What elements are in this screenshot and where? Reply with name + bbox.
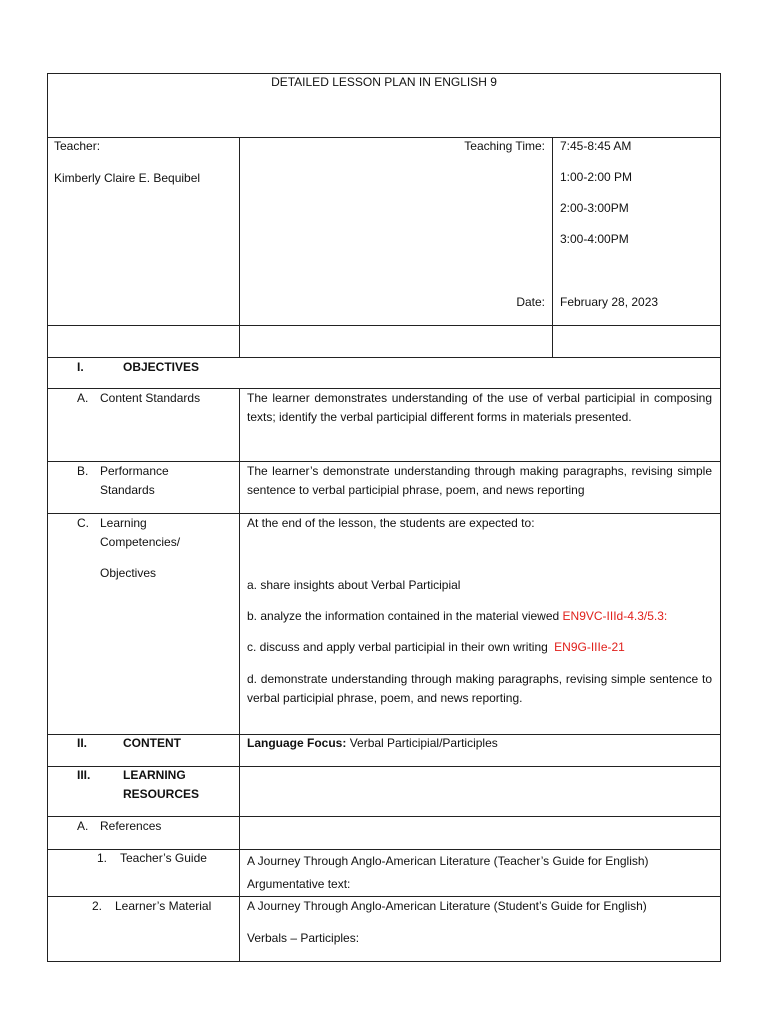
learners-material-number: 2.	[92, 899, 103, 913]
section-number-resources: III.	[77, 768, 91, 782]
language-focus-label: Language Focus:	[247, 736, 347, 750]
section-heading-objectives: OBJECTIVES	[123, 360, 200, 374]
teacher-label: Teacher:	[54, 139, 101, 153]
language-focus	[247, 734, 498, 753]
performance-standards-letter: B.	[77, 464, 89, 478]
table-border-right	[720, 73, 721, 962]
performance-standards-text: The learner’s demonstrate understanding through making paragraphs, revising simple sentence to verbal participial phrase, poem, and news reporting	[247, 464, 712, 497]
teaching-time-label: Teaching Time:	[464, 139, 545, 153]
competencies-label-2: Competencies/	[100, 535, 181, 549]
column-divider	[239, 137, 240, 358]
performance-standards-label-1: Performance	[100, 464, 169, 478]
content-standards-text: The learner demonstrates understanding of the use of verbal participial in composing texts; identify the verbal participial different forms in materials presented.	[247, 391, 712, 424]
content-standards-label: Content Standards	[100, 391, 201, 405]
objective-a: a. share insights about Verbal Participial	[247, 578, 461, 592]
learners-material-line-1: A Journey Through Anglo-American Literature (Student’s Guide for English)	[247, 899, 647, 913]
section-number-objectives: I.	[77, 360, 84, 374]
column-divider	[239, 388, 240, 962]
learners-material-line-2: Verbals – Participles:	[247, 931, 360, 945]
objective-c-text: c. discuss and apply verbal participial in their own writing	[247, 640, 548, 654]
references-letter: A.	[77, 819, 89, 833]
competencies-intro: At the end of the lesson, the students are expected to:	[247, 516, 535, 530]
competencies-label-1: Learning	[100, 516, 147, 530]
objective-c	[247, 638, 625, 657]
table-border-bottom	[47, 961, 721, 962]
references-label: References	[100, 819, 162, 833]
objective-b	[247, 607, 667, 626]
table-border-left	[47, 73, 48, 962]
teaching-time-3: 2:00-3:00PM	[560, 201, 629, 215]
section-heading-resources-1: LEARNING	[123, 768, 186, 782]
objective-b-code: EN9VC-IIId-4.3/5.3:	[562, 609, 668, 623]
teacher-name: Kimberly Claire E. Bequibel	[54, 171, 201, 185]
document-title: DETAILED LESSON PLAN IN ENGLISH 9	[271, 75, 497, 89]
teaching-time-2: 1:00-2:00 PM	[560, 170, 633, 184]
learners-material-label: Learner’s Material	[115, 899, 212, 913]
column-divider	[552, 137, 553, 358]
objective-c-code: EN9G-IIIe-21	[554, 640, 625, 654]
teachers-guide-line-2: Argumentative text:	[247, 877, 351, 891]
competencies-label-3: Objectives	[100, 566, 157, 580]
language-focus-value: Verbal Participial/Participles	[349, 736, 498, 750]
date-label: Date:	[516, 295, 545, 309]
objective-d: d. demonstrate understanding through making paragraphs, revising simple sentence to verbal participial phrase, poem, and news reporting.	[247, 672, 712, 705]
section-number-content: II.	[77, 736, 88, 750]
section-heading-content: CONTENT	[123, 736, 181, 750]
row-divider	[47, 325, 721, 326]
teaching-time-1: 7:45-8:45 AM	[560, 139, 632, 153]
teachers-guide-label: Teacher’s Guide	[120, 851, 207, 865]
section-heading-resources-2: RESOURCES	[123, 787, 200, 801]
objective-b-text: b. analyze the information contained in the material viewed	[247, 609, 560, 623]
performance-standards-label-2: Standards	[100, 483, 155, 497]
date-value: February 28, 2023	[560, 295, 659, 309]
content-standards-letter: A.	[77, 391, 89, 405]
teaching-time-4: 3:00-4:00PM	[560, 232, 629, 246]
teachers-guide-line-1: A Journey Through Anglo-American Literature (Teacher’s Guide for English)	[247, 854, 649, 868]
competencies-letter: C.	[77, 516, 89, 530]
teachers-guide-number: 1.	[97, 851, 108, 865]
